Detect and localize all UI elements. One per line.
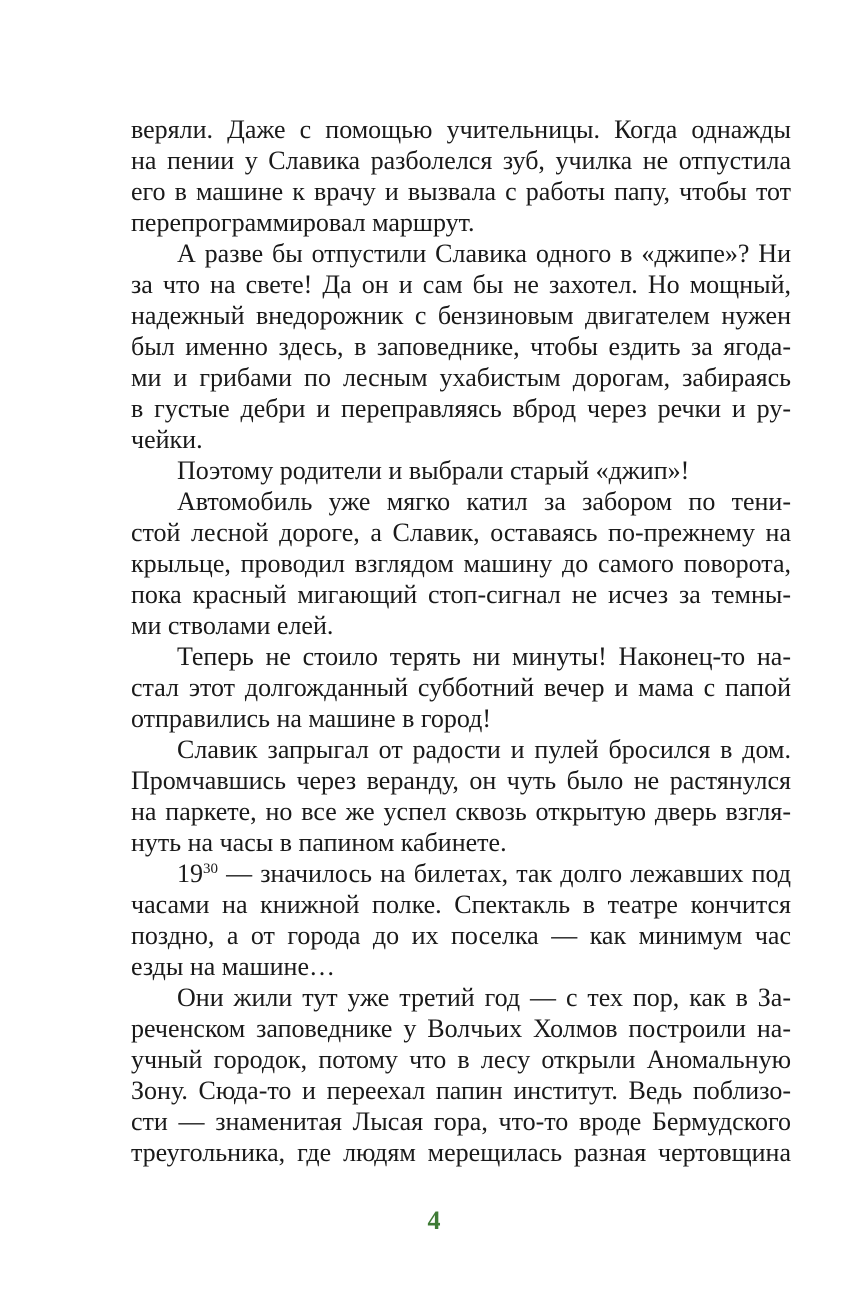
text-line: сти — знаменитая Лысая гора, что-то вроде Бермудского <box>131 1107 791 1136</box>
page-number: 4 <box>427 1206 441 1235</box>
text-line: нуть на часы в папином кабинете. <box>131 828 507 857</box>
text-line: отправились на машине в город! <box>131 704 492 733</box>
text-line: часами на книжной полке. Спектакль в театре кончится <box>131 890 791 919</box>
text-line: в густые дебри и переправляясь вброд через речки и ру- <box>131 394 791 423</box>
text-line: стал этот долгожданный субботний вечер и мама с папой <box>131 673 791 702</box>
text-line: езды на машине… <box>131 952 336 981</box>
text-line: Зону. Сюда-то и переехал папин институт. Ведь поблизо- <box>131 1076 791 1105</box>
text-line: на паркете, но все же успел сквозь открытую дверь взгля- <box>131 797 791 826</box>
text-line: А разве бы отпустили Славика одного в «джипе»? Ни <box>177 239 791 268</box>
text-line: Автомобиль уже мягко катил за забором по тени- <box>177 487 791 516</box>
text-line: Теперь не стоило терять ни минуты! Наконец-то на- <box>177 642 791 671</box>
body-text <box>131 114 791 1168</box>
text-line: чейки. <box>131 425 203 454</box>
text-line: за что на свете! Да он и сам бы не захотел. Но мощный, <box>131 270 791 299</box>
text-line: пока красный мигающий стоп-сигнал не исчез за темны- <box>131 580 791 609</box>
text-line: Поэтому родители и выбрали старый «джип»! <box>177 456 690 485</box>
text-line: крыльце, проводил взглядом машину до самого поворота, <box>131 549 791 578</box>
text-line: веряли. Даже с помощью учительницы. Когда однажды <box>131 115 791 144</box>
text-line: Славик запрыгал от радости и пулей бросился в дом. <box>177 735 791 764</box>
text-line: надежный внедорожник с бензиновым двигателем нужен <box>131 301 791 330</box>
time-line-rest: — значилось на билетах, так долго лежавших под <box>226 859 791 888</box>
time-minutes-superscript: 30 <box>203 861 218 877</box>
text-line: реченском заповеднике у Волчьих Холмов построили на- <box>131 1014 791 1043</box>
text-line: на пении у Славика разболелся зуб, училка не отпустила <box>131 146 791 175</box>
text-line: перепрограммировал маршрут. <box>131 208 475 237</box>
time-hour: 19 <box>177 859 203 888</box>
text-line: стой лесной дороге, а Славик, оставаясь по-прежнему на <box>131 518 791 547</box>
text-line: учный городок, потому что в лесу открыли Аномальную <box>131 1045 791 1074</box>
text-line: Они жили тут уже третий год — с тех пор, как в За- <box>177 983 791 1012</box>
text-line: треугольника, где людям мерещилась разная чертовщина <box>131 1138 791 1167</box>
text-line: Промчавшись через веранду, он чуть было не растянулся <box>131 766 791 795</box>
text-line: ми и грибами по лесным ухабистым дорогам, забираясь <box>131 363 791 392</box>
text-line: был именно здесь, в заповеднике, чтобы ездить за ягода- <box>131 332 791 361</box>
text-line: поздно, а от города до их поселка — как минимум час <box>131 921 791 950</box>
text-line-with-time <box>131 858 791 889</box>
text-line: ми стволами елей. <box>131 611 334 640</box>
text-line: его в машине к врачу и вызвала с работы папу, чтобы тот <box>131 177 791 206</box>
